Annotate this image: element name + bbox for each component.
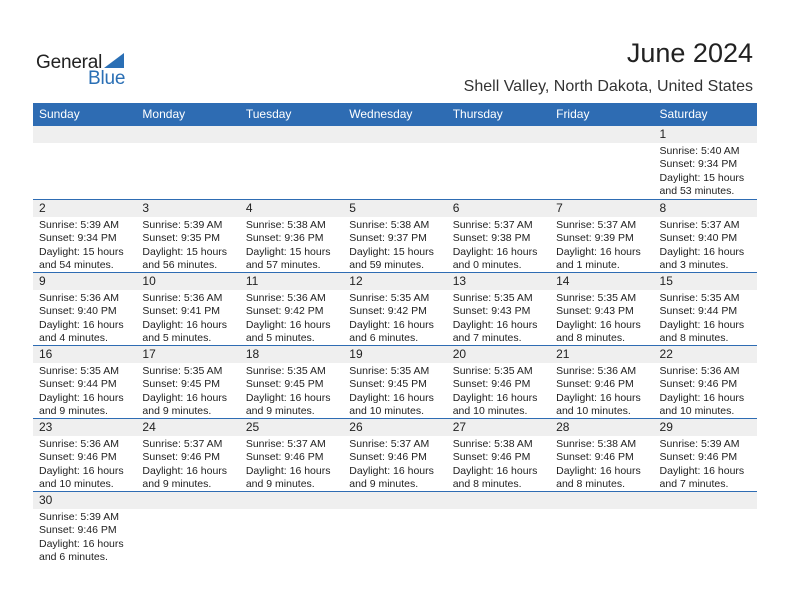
daylight-minutes: and 9 minutes. xyxy=(245,405,315,418)
empty-day-band xyxy=(654,492,757,509)
day-number: 3 xyxy=(136,200,239,217)
day-sun-info xyxy=(447,217,550,273)
calendar-week-row xyxy=(33,491,757,564)
day-number: 8 xyxy=(654,200,757,217)
day-sun-info xyxy=(33,436,136,492)
day-cell xyxy=(654,126,757,199)
day-sun-info xyxy=(343,290,446,346)
empty-day-cell xyxy=(136,126,239,199)
daylight-minutes: and 1 minute. xyxy=(556,259,620,272)
sunset-time: Sunset: 9:40 PM xyxy=(39,305,117,318)
day-cell xyxy=(654,419,757,491)
day-cell xyxy=(654,346,757,418)
day-sun-info xyxy=(136,363,239,419)
daylight-minutes: and 9 minutes. xyxy=(349,478,419,491)
sunset-time: Sunset: 9:46 PM xyxy=(39,524,117,537)
day-cell xyxy=(550,419,653,491)
sunset-time: Sunset: 9:40 PM xyxy=(659,232,738,245)
daylight-minutes: and 53 minutes. xyxy=(659,185,735,198)
calendar xyxy=(33,103,757,564)
day-sun-info xyxy=(33,509,136,565)
day-sun-info xyxy=(33,290,136,346)
empty-day-band xyxy=(240,126,343,143)
day-number: 28 xyxy=(550,419,653,436)
sunrise-time: Sunrise: 5:35 AM xyxy=(452,292,533,304)
daylight-hours: Daylight: 16 hours xyxy=(452,464,538,477)
sunrise-time: Sunrise: 5:39 AM xyxy=(39,219,119,231)
sunrise-time: Sunrise: 5:36 AM xyxy=(245,292,326,304)
sunrise-time: Sunrise: 5:37 AM xyxy=(556,219,637,231)
sunset-time: Sunset: 9:45 PM xyxy=(245,378,324,391)
calendar-week-row xyxy=(33,272,757,345)
day-number: 10 xyxy=(136,273,239,290)
day-cell xyxy=(343,200,446,272)
day-sun-info xyxy=(240,290,343,346)
daylight-hours: Daylight: 16 hours xyxy=(659,464,745,477)
daylight-hours: Daylight: 16 hours xyxy=(659,245,745,258)
weekday-label: Saturday xyxy=(659,107,708,121)
logo-triangle-icon xyxy=(104,53,124,68)
daylight-hours: Daylight: 16 hours xyxy=(556,245,641,258)
day-sun-info xyxy=(654,436,757,492)
daylight-minutes: and 6 minutes. xyxy=(349,332,419,345)
daylight-hours: Daylight: 16 hours xyxy=(452,318,538,331)
day-cell xyxy=(240,273,343,345)
day-sun-info xyxy=(240,436,343,492)
empty-day-band xyxy=(343,492,446,509)
sunrise-time: Sunrise: 5:39 AM xyxy=(659,438,740,450)
day-sun-info xyxy=(136,436,239,492)
sunset-time: Sunset: 9:43 PM xyxy=(556,305,634,318)
sunset-time: Sunset: 9:34 PM xyxy=(659,158,738,171)
sunrise-time: Sunrise: 5:38 AM xyxy=(245,219,326,231)
daylight-minutes: and 6 minutes. xyxy=(39,551,108,564)
day-number: 11 xyxy=(240,273,343,290)
day-sun-info xyxy=(654,217,757,273)
daylight-hours: Daylight: 16 hours xyxy=(245,464,331,477)
day-cell xyxy=(654,200,757,272)
sunset-time: Sunset: 9:35 PM xyxy=(142,232,221,245)
sunset-time: Sunset: 9:46 PM xyxy=(659,378,738,391)
day-cell xyxy=(136,273,239,345)
day-number: 5 xyxy=(343,200,446,217)
empty-day-cell xyxy=(447,492,550,564)
empty-day-band xyxy=(136,492,239,509)
day-number: 16 xyxy=(33,346,136,363)
day-cell xyxy=(33,492,136,564)
sunrise-time: Sunrise: 5:37 AM xyxy=(452,219,533,231)
daylight-hours: Daylight: 16 hours xyxy=(556,391,641,404)
sunset-time: Sunset: 9:46 PM xyxy=(349,451,427,464)
daylight-hours: Daylight: 16 hours xyxy=(659,318,745,331)
empty-day-band xyxy=(550,492,653,509)
sunrise-time: Sunrise: 5:37 AM xyxy=(142,438,223,450)
day-number: 18 xyxy=(240,346,343,363)
day-number: 9 xyxy=(33,273,136,290)
daylight-hours: Daylight: 16 hours xyxy=(452,245,538,258)
empty-day-band xyxy=(447,126,550,143)
sunset-time: Sunset: 9:36 PM xyxy=(245,232,324,245)
weekday-label: Sunday xyxy=(39,107,80,121)
day-sun-info xyxy=(550,436,653,492)
daylight-hours: Daylight: 16 hours xyxy=(349,318,434,331)
sunrise-time: Sunrise: 5:35 AM xyxy=(349,365,430,377)
empty-day-band xyxy=(136,126,239,143)
daylight-minutes: and 3 minutes. xyxy=(659,259,729,272)
day-number: 25 xyxy=(240,419,343,436)
day-cell xyxy=(343,419,446,491)
day-number: 20 xyxy=(447,346,550,363)
day-cell xyxy=(240,346,343,418)
day-cell xyxy=(33,273,136,345)
location-subtitle: Shell Valley, North Dakota, United States xyxy=(463,78,753,95)
day-cell xyxy=(136,200,239,272)
empty-day-band xyxy=(33,126,136,143)
day-number: 2 xyxy=(33,200,136,217)
sunrise-time: Sunrise: 5:36 AM xyxy=(659,365,740,377)
sunrise-time: Sunrise: 5:36 AM xyxy=(39,292,119,304)
day-cell xyxy=(343,273,446,345)
daylight-hours: Daylight: 16 hours xyxy=(556,464,641,477)
sunset-time: Sunset: 9:46 PM xyxy=(452,451,531,464)
sunset-time: Sunset: 9:44 PM xyxy=(39,378,117,391)
daylight-hours: Daylight: 16 hours xyxy=(39,391,124,404)
daylight-minutes: and 8 minutes. xyxy=(659,332,729,345)
sunset-time: Sunset: 9:43 PM xyxy=(452,305,531,318)
daylight-minutes: and 56 minutes. xyxy=(142,259,218,272)
daylight-hours: Daylight: 16 hours xyxy=(245,318,331,331)
day-cell xyxy=(447,419,550,491)
day-cell xyxy=(550,346,653,418)
calendar-week-row xyxy=(33,418,757,491)
empty-day-cell xyxy=(343,492,446,564)
day-sun-info xyxy=(654,363,757,419)
empty-day-cell xyxy=(343,126,446,199)
sunset-time: Sunset: 9:41 PM xyxy=(142,305,221,318)
empty-day-cell xyxy=(240,492,343,564)
day-sun-info xyxy=(550,217,653,273)
sunset-time: Sunset: 9:46 PM xyxy=(142,451,221,464)
daylight-minutes: and 59 minutes. xyxy=(349,259,424,272)
daylight-hours: Daylight: 16 hours xyxy=(39,318,124,331)
daylight-hours: Daylight: 16 hours xyxy=(39,537,124,550)
daylight-hours: Daylight: 16 hours xyxy=(349,391,434,404)
empty-day-cell xyxy=(550,492,653,564)
daylight-minutes: and 8 minutes. xyxy=(452,478,522,491)
day-cell xyxy=(240,200,343,272)
sunset-time: Sunset: 9:37 PM xyxy=(349,232,427,245)
daylight-minutes: and 5 minutes. xyxy=(245,332,315,345)
day-sun-info xyxy=(136,217,239,273)
day-cell xyxy=(136,346,239,418)
weekday-header xyxy=(33,103,757,126)
day-sun-info xyxy=(447,436,550,492)
daylight-minutes: and 8 minutes. xyxy=(556,478,625,491)
daylight-minutes: and 10 minutes. xyxy=(659,405,735,418)
sunrise-time: Sunrise: 5:39 AM xyxy=(142,219,223,231)
daylight-minutes: and 9 minutes. xyxy=(142,478,212,491)
day-sun-info xyxy=(343,436,446,492)
logo-general-text: General xyxy=(36,52,103,73)
daylight-minutes: and 0 minutes. xyxy=(452,259,522,272)
day-number: 24 xyxy=(136,419,239,436)
daylight-hours: Daylight: 16 hours xyxy=(142,464,228,477)
sunrise-time: Sunrise: 5:40 AM xyxy=(659,145,740,157)
daylight-hours: Daylight: 16 hours xyxy=(452,391,538,404)
daylight-hours: Daylight: 16 hours xyxy=(142,391,228,404)
sunset-time: Sunset: 9:46 PM xyxy=(659,451,738,464)
sunrise-time: Sunrise: 5:37 AM xyxy=(349,438,430,450)
day-number: 7 xyxy=(550,200,653,217)
day-number: 19 xyxy=(343,346,446,363)
day-sun-info xyxy=(550,363,653,419)
sunset-time: Sunset: 9:44 PM xyxy=(659,305,738,318)
day-sun-info xyxy=(343,217,446,273)
day-cell xyxy=(447,273,550,345)
empty-day-band xyxy=(343,126,446,143)
daylight-minutes: and 54 minutes. xyxy=(39,259,114,272)
daylight-minutes: and 8 minutes. xyxy=(556,332,625,345)
day-number: 17 xyxy=(136,346,239,363)
daylight-minutes: and 57 minutes. xyxy=(245,259,321,272)
sunset-time: Sunset: 9:46 PM xyxy=(39,451,117,464)
empty-day-cell xyxy=(136,492,239,564)
empty-day-cell xyxy=(654,492,757,564)
day-sun-info xyxy=(447,290,550,346)
day-cell xyxy=(33,346,136,418)
sunrise-time: Sunrise: 5:35 AM xyxy=(39,365,119,377)
day-sun-info xyxy=(240,217,343,273)
day-cell xyxy=(550,200,653,272)
sunrise-time: Sunrise: 5:37 AM xyxy=(659,219,740,231)
day-number: 29 xyxy=(654,419,757,436)
daylight-minutes: and 10 minutes. xyxy=(452,405,528,418)
daylight-minutes: and 7 minutes. xyxy=(659,478,729,491)
sunset-time: Sunset: 9:46 PM xyxy=(556,378,634,391)
sunrise-time: Sunrise: 5:35 AM xyxy=(142,365,223,377)
day-cell xyxy=(33,200,136,272)
daylight-hours: Daylight: 15 hours xyxy=(659,171,745,184)
weekday-label: Thursday xyxy=(452,107,503,121)
day-number: 13 xyxy=(447,273,550,290)
daylight-hours: Daylight: 16 hours xyxy=(659,391,745,404)
daylight-minutes: and 10 minutes. xyxy=(39,478,114,491)
day-number: 23 xyxy=(33,419,136,436)
day-number: 30 xyxy=(33,492,136,509)
calendar-week-row xyxy=(33,199,757,272)
daylight-minutes: and 10 minutes. xyxy=(349,405,424,418)
day-number: 4 xyxy=(240,200,343,217)
sunset-time: Sunset: 9:45 PM xyxy=(349,378,427,391)
daylight-hours: Daylight: 15 hours xyxy=(39,245,124,258)
day-cell xyxy=(343,346,446,418)
weekday-label: Friday xyxy=(556,107,590,121)
daylight-hours: Daylight: 15 hours xyxy=(349,245,434,258)
daylight-minutes: and 7 minutes. xyxy=(452,332,522,345)
day-cell xyxy=(33,419,136,491)
daylight-hours: Daylight: 16 hours xyxy=(556,318,641,331)
day-cell xyxy=(654,273,757,345)
daylight-hours: Daylight: 16 hours xyxy=(349,464,434,477)
calendar-grid xyxy=(33,126,757,564)
sunset-time: Sunset: 9:46 PM xyxy=(452,378,531,391)
day-sun-info xyxy=(343,363,446,419)
day-sun-info xyxy=(136,290,239,346)
sunrise-time: Sunrise: 5:35 AM xyxy=(556,292,637,304)
day-sun-info xyxy=(240,363,343,419)
daylight-hours: Daylight: 15 hours xyxy=(142,245,228,258)
day-sun-info xyxy=(33,363,136,419)
day-number: 22 xyxy=(654,346,757,363)
weekday-label: Monday xyxy=(142,107,186,121)
empty-day-cell xyxy=(447,126,550,199)
sunrise-time: Sunrise: 5:38 AM xyxy=(349,219,430,231)
day-cell xyxy=(447,200,550,272)
sunset-time: Sunset: 9:34 PM xyxy=(39,232,117,245)
sunset-time: Sunset: 9:45 PM xyxy=(142,378,221,391)
sunset-time: Sunset: 9:42 PM xyxy=(349,305,427,318)
sunset-time: Sunset: 9:38 PM xyxy=(452,232,531,245)
sunset-time: Sunset: 9:46 PM xyxy=(556,451,634,464)
day-sun-info xyxy=(447,363,550,419)
day-sun-info xyxy=(550,290,653,346)
day-number: 15 xyxy=(654,273,757,290)
sunrise-time: Sunrise: 5:38 AM xyxy=(452,438,533,450)
sunrise-time: Sunrise: 5:35 AM xyxy=(349,292,430,304)
day-cell xyxy=(136,419,239,491)
daylight-minutes: and 5 minutes. xyxy=(142,332,212,345)
day-sun-info xyxy=(654,143,757,199)
day-number: 21 xyxy=(550,346,653,363)
day-cell xyxy=(240,419,343,491)
day-sun-info xyxy=(654,290,757,346)
daylight-hours: Daylight: 15 hours xyxy=(245,245,331,258)
sunrise-time: Sunrise: 5:35 AM xyxy=(452,365,533,377)
page-title: June 2024 xyxy=(626,38,753,68)
sunset-time: Sunset: 9:46 PM xyxy=(245,451,324,464)
daylight-minutes: and 4 minutes. xyxy=(39,332,108,345)
sunset-time: Sunset: 9:39 PM xyxy=(556,232,634,245)
empty-day-cell xyxy=(33,126,136,199)
day-number: 14 xyxy=(550,273,653,290)
sunset-time: Sunset: 9:42 PM xyxy=(245,305,324,318)
daylight-hours: Daylight: 16 hours xyxy=(245,391,331,404)
calendar-week-row xyxy=(33,345,757,418)
sunrise-time: Sunrise: 5:37 AM xyxy=(245,438,326,450)
empty-day-band xyxy=(447,492,550,509)
sunrise-time: Sunrise: 5:39 AM xyxy=(39,511,119,523)
sunrise-time: Sunrise: 5:36 AM xyxy=(556,365,637,377)
calendar-week-row xyxy=(33,126,757,199)
weekday-label: Wednesday xyxy=(349,107,413,121)
daylight-minutes: and 9 minutes. xyxy=(245,478,315,491)
sunrise-time: Sunrise: 5:35 AM xyxy=(245,365,326,377)
day-number: 6 xyxy=(447,200,550,217)
daylight-minutes: and 9 minutes. xyxy=(39,405,108,418)
logo xyxy=(36,50,136,90)
daylight-hours: Daylight: 16 hours xyxy=(142,318,228,331)
day-cell xyxy=(447,346,550,418)
sunrise-time: Sunrise: 5:35 AM xyxy=(659,292,740,304)
sunrise-time: Sunrise: 5:36 AM xyxy=(39,438,119,450)
day-sun-info xyxy=(33,217,136,273)
daylight-minutes: and 10 minutes. xyxy=(556,405,631,418)
empty-day-cell xyxy=(550,126,653,199)
sunrise-time: Sunrise: 5:36 AM xyxy=(142,292,223,304)
daylight-minutes: and 9 minutes. xyxy=(142,405,212,418)
logo-blue-text: Blue xyxy=(88,68,126,89)
empty-day-cell xyxy=(240,126,343,199)
weekday-label: Tuesday xyxy=(245,107,292,121)
day-number: 26 xyxy=(343,419,446,436)
empty-day-band xyxy=(550,126,653,143)
daylight-hours: Daylight: 16 hours xyxy=(39,464,124,477)
day-number: 27 xyxy=(447,419,550,436)
sunrise-time: Sunrise: 5:38 AM xyxy=(556,438,637,450)
day-cell xyxy=(550,273,653,345)
day-number: 12 xyxy=(343,273,446,290)
empty-day-band xyxy=(240,492,343,509)
day-number: 1 xyxy=(654,126,757,143)
